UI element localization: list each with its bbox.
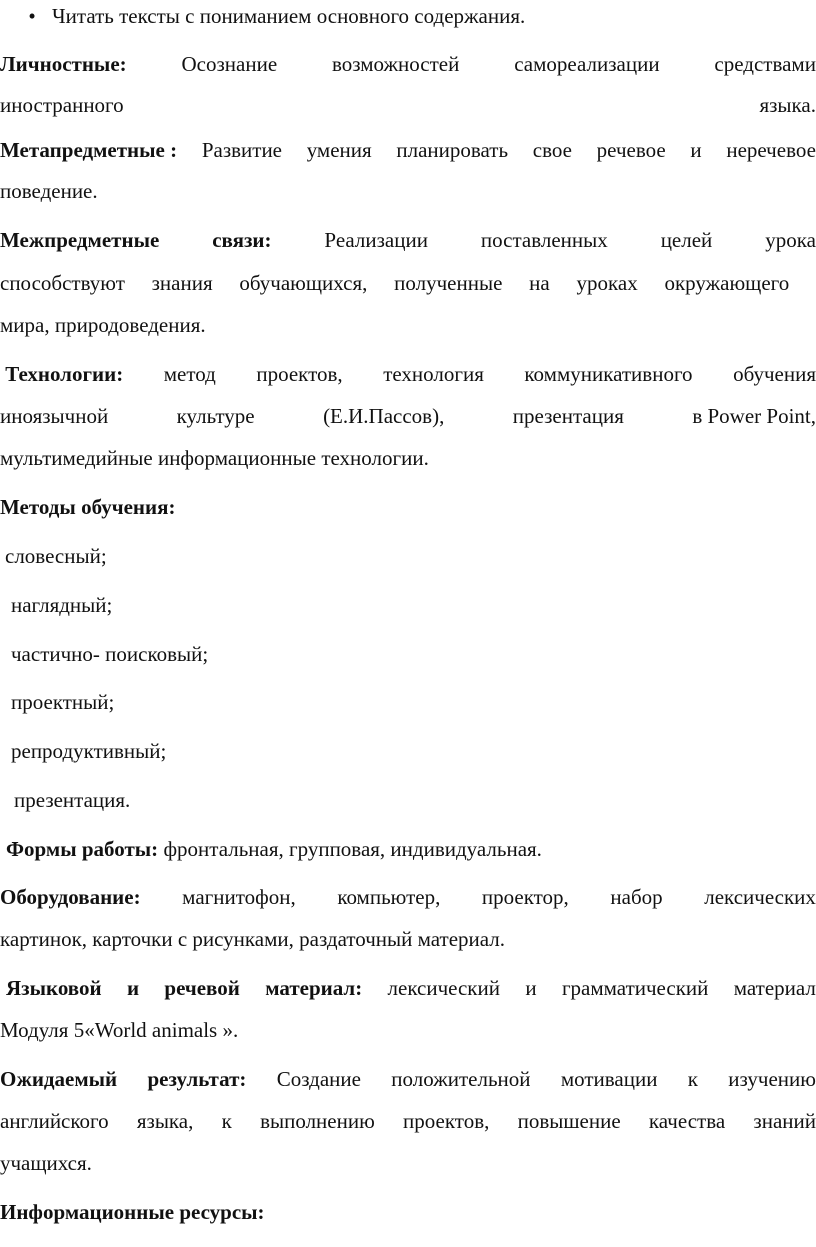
tech-line-2: иноязычной культуре (Е.И.Пассов), презентация в Power Point, [0,404,816,428]
equipment-label: Оборудование: [0,885,141,909]
result-line-2: английского языка, к выполнению проектов, повышение качества знаний [0,1109,816,1133]
bullet-item: • Читать тексты с пониманием основного содержания. [0,0,816,32]
inter-line-2: способствуют знания обучающихся, полученные на уроках окружающего [0,271,790,295]
method-item: частично- поисковый; [11,642,209,666]
forms-line: Формы работы: фронтальная, групповая, индивидуальная. [6,837,542,861]
result-label: Ожидаемый [0,1067,118,1091]
language-label: Языковой [6,976,102,1000]
result-line-1: Ожидаемый результат: Создание положительной мотивации к изучению [0,1063,816,1095]
tech-line-3: мультимедийные информационные технологии. [0,446,429,470]
personal-line-1: Личностные: Осознание возможностей самореализации средствами [0,48,816,80]
method-item: наглядный; [11,593,113,617]
tech-line-1: Технологии: метод проектов, технология коммуникативного обучения [0,358,816,390]
forms-label: Формы работы: [6,837,159,861]
meta-line-2: поведение. [0,179,98,203]
equipment-line-1: Оборудование: магнитофон, компьютер, проектор, набор лексических [0,881,816,913]
method-item: проектный; [11,690,115,714]
inter-line-3: мира, природоведения. [0,313,206,337]
inter-label: Межпредметные [0,228,160,252]
language-line-1: Языковой и речевой материал: лексический и грамматический материал [0,972,816,1004]
personal-line-2: иностранного языка. [0,93,816,117]
inter-line-1: Межпредметные связи: Реализации поставленных целей урока [0,224,816,256]
equipment-line-2: картинок, карточки с рисунками, раздаточный материал. [0,927,505,951]
bullet-dot: • [28,4,36,28]
meta-label: Метапредметные : [0,138,178,162]
methods-heading: Методы обучения: [0,495,176,519]
method-item: словесный; [5,544,107,568]
method-item: презентация. [14,788,131,812]
tech-label: Технологии: [0,362,124,386]
result-line-3: учащихся. [0,1151,92,1175]
personal-label: Личностные: [0,52,127,76]
method-item: репродуктивный; [11,739,167,763]
resources-heading: Информационные ресурсы: [0,1200,265,1224]
meta-line-1: Метапредметные : Развитие умения планировать свое речевое и неречевое [0,134,816,166]
language-line-2: Модуля 5«World animals ». [0,1018,239,1042]
